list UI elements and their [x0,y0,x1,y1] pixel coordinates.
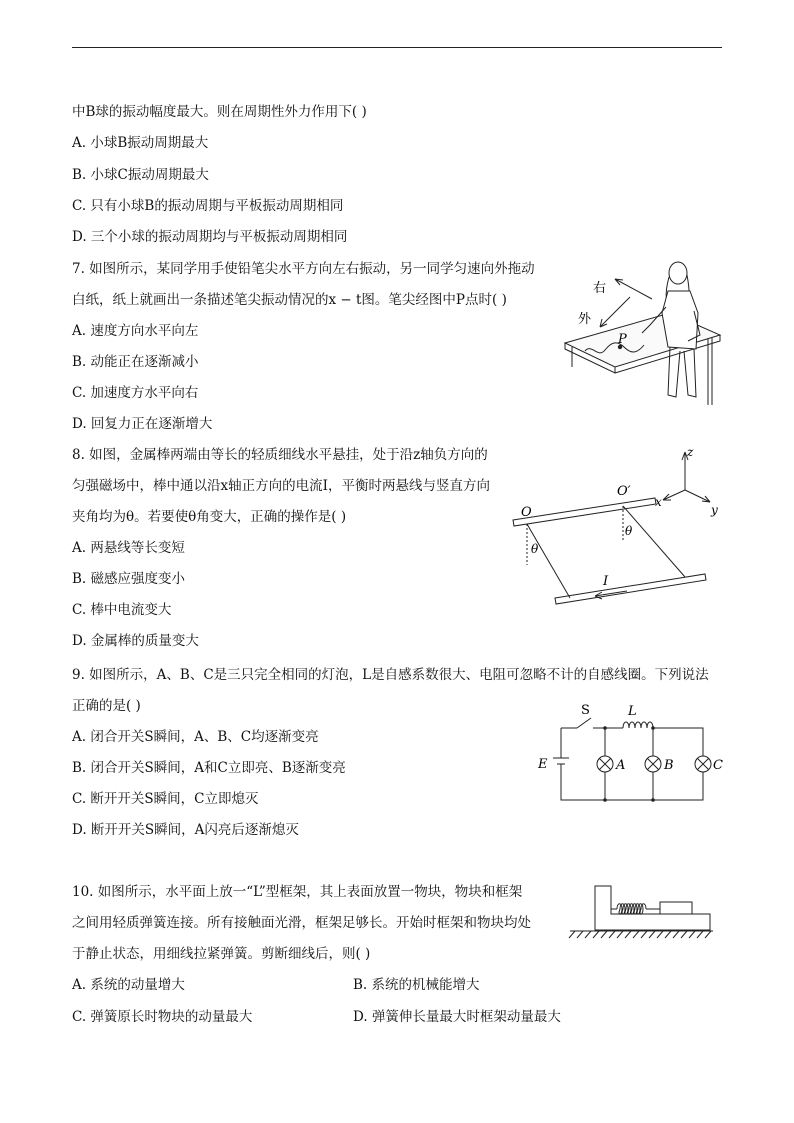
q8-axis-y: y [711,503,718,517]
q9-label-bulb-a: A [616,758,626,773]
q6-option-d: D. 三个小球的振动周期均与平板振动周期相同 [72,229,348,245]
q6-option-c: C. 只有小球B的振动周期与平板振动周期相同 [72,198,344,214]
q6-stem-tail: 中B球的振动幅度最大。则在周期性外力作用下( ) [72,104,367,120]
q10-stem-line1: 10. 如图所示，水平面上放一“L”型框架，其上表面放置一物块，物块和框架 [72,884,523,900]
q10-option-c: C. 弹簧原长时物块的动量最大 [72,1009,253,1025]
q8-label-theta-left: θ [531,542,539,556]
q9-option-a: A. 闭合开关S瞬间，A、B、C均逐渐变亮 [72,729,319,745]
q9-label-source: E [538,757,548,772]
q10-option-d: D. 弹簧伸长量最大时框架动量最大 [353,1009,561,1025]
header-rule [72,47,722,48]
q8-axis-z: z [687,445,694,459]
q9-label-bulb-c: C [713,758,723,773]
q9-label-inductor: L [628,704,637,719]
q10-option-a: A. 系统的动量增大 [72,977,185,993]
q10-figure [565,880,715,942]
q8-option-c: C. 棒中电流变大 [72,602,172,618]
q8-label-o-prime: O′ [617,484,631,499]
q7-option-a: A. 速度方向水平向左 [72,323,199,339]
q7-option-c: C. 加速度方水平向右 [72,385,199,401]
q7-option-d: D. 回复力正在逐渐增大 [72,416,213,432]
q7-stem-line1: 7. 如图所示，某同学用手使铅笔尖水平方向左右振动，另一同学匀速向外拖动 [72,261,535,277]
q10-stem-line3: 于静止状态，用细线拉紧弹簧。剪断细线后，则( ) [72,946,371,962]
q9-stem-line2: 正确的是( ) [72,698,141,714]
q8-label-o: O [521,505,532,520]
q9-option-d: D. 断开开关S瞬间，A闪亮后逐渐熄灭 [72,822,299,838]
q10-stem-line2: 之间用轻质弹簧连接。所有接触面光滑，框架足够长。开始时框架和物块均处 [72,915,531,931]
q9-label-bulb-b: B [664,758,674,773]
q6-option-b: B. 小球C振动周期最大 [72,167,209,183]
q8-stem-line2: 匀强磁场中，棒中通以沿x轴正方向的电流I，平衡时两悬线与竖直方向 [72,478,490,494]
q8-label-theta-right: θ [625,524,633,538]
q6-option-a: A. 小球B振动周期最大 [72,135,209,151]
q8-stem-line3: 夹角均为θ。若要使θ角变大，正确的操作是( ) [72,509,347,525]
q7-label-out: 外 [578,312,592,327]
q9-label-switch: S [581,703,590,718]
q8-figure [505,440,730,615]
q7-label-p: P [618,332,627,347]
q8-stem-line1: 8. 如图，金属棒两端由等长的轻质细线水平悬挂，处于沿z轴负方向的 [72,447,488,463]
q8-label-current: I [603,574,609,589]
q9-stem-line1: 9. 如图所示，A、B、C是三只完全相同的灯泡，L是自感系数很大、电阻可忽略不计的自感线圈。下列说法 [72,667,709,683]
q8-option-d: D. 金属棒的质量变大 [72,633,199,649]
q7-stem-line2: 白纸，纸上就画出一条描述笔尖振动情况的x − t图。笔尖经图中P点时( ) [72,292,507,308]
q9-circuit-figure [533,700,728,805]
q9-option-c: C. 断开开关S瞬间，C立即熄灭 [72,791,259,807]
q7-label-right: 右 [593,281,607,296]
q9-option-b: B. 闭合开关S瞬间，A和C立即亮、B逐渐变亮 [72,760,346,776]
q10-option-b: B. 系统的机械能增大 [353,977,480,993]
q8-option-a: A. 两悬线等长变短 [72,540,185,556]
q8-option-b: B. 磁感应强度变小 [72,571,186,587]
q8-axis-x: x [655,495,662,509]
q7-option-b: B. 动能正在逐渐减小 [72,354,199,370]
q7-figure [560,255,725,415]
